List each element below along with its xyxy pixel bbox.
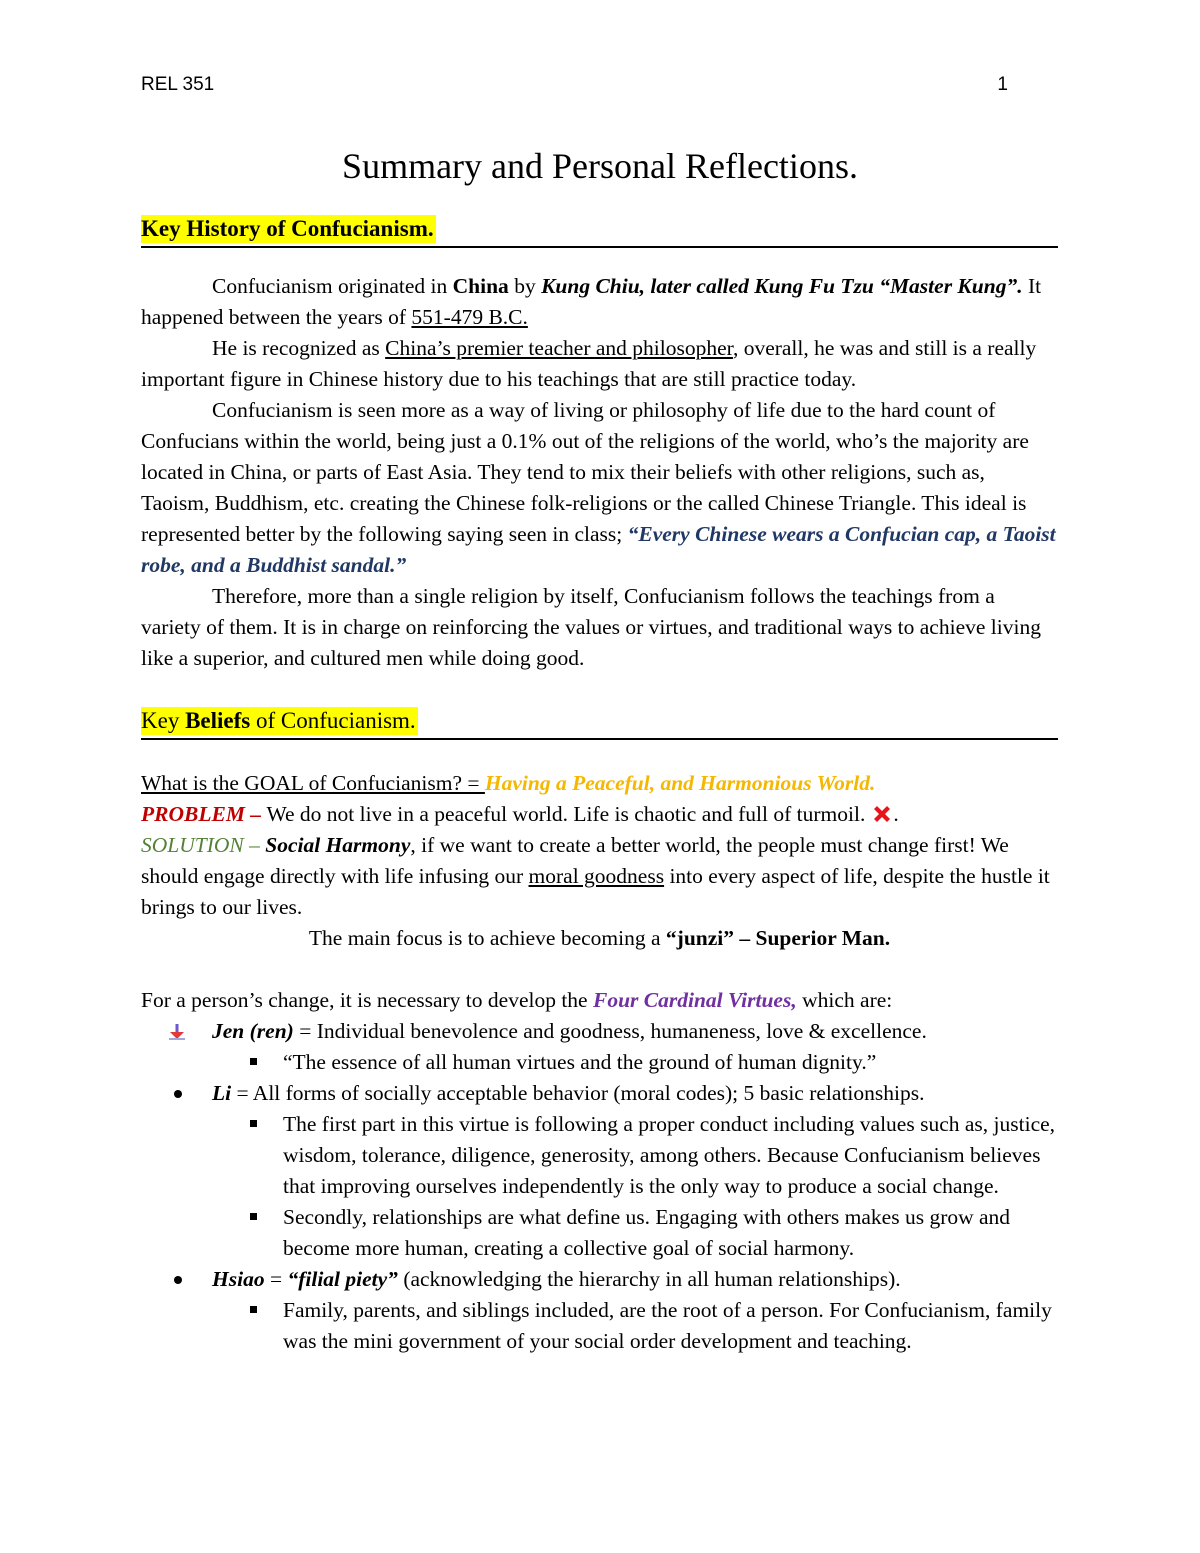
history-paragraph-4: Therefore, more than a single religion by itself, Confucianism follows the teachings from a variety of them. It is in charge on reinforcing the values or virtues, and traditional ways to achieve living like a superior, and cultured men while doing good. bbox=[141, 584, 1041, 670]
virtue-hsiao-subs bbox=[212, 1295, 1058, 1357]
virtue-li-name: Li bbox=[212, 1081, 232, 1105]
problem-line bbox=[141, 799, 1058, 830]
filial-piety: “filial piety” bbox=[287, 1267, 398, 1291]
virtue-jen bbox=[141, 1016, 1058, 1078]
goal-line bbox=[141, 768, 1058, 799]
history-paragraph-2 bbox=[141, 333, 1058, 395]
beliefs-heading-a: Key bbox=[141, 708, 186, 733]
page-header bbox=[141, 74, 1008, 96]
p2-premier-teacher: China’s premier teacher and philosopher bbox=[385, 336, 733, 360]
arrow-bullet-icon bbox=[167, 1022, 187, 1042]
virtues-list bbox=[141, 1016, 1058, 1357]
junzi: “junzi” – Superior Man. bbox=[665, 926, 891, 950]
square-bullet-icon bbox=[250, 1058, 257, 1065]
focus-line bbox=[141, 923, 1058, 954]
p3-quote: “Every Chinese wears a Confucian cap, a Taoist robe, and a Buddhist sandal.” bbox=[141, 522, 1056, 577]
p1-text-e: It happened between the years of bbox=[141, 274, 1042, 329]
virtue-jen-sub-1 bbox=[212, 1047, 1058, 1078]
intro-text-c: which are: bbox=[796, 988, 893, 1012]
history-heading-text: Key History of Confucianism. bbox=[141, 216, 434, 241]
p1-text-a: Confucianism originated in bbox=[212, 274, 453, 298]
p1-china: China bbox=[452, 274, 509, 298]
beliefs-heading-c: of Confucianism. bbox=[250, 708, 416, 733]
history-paragraph-1 bbox=[141, 271, 1058, 333]
p1-years: 551-479 B.C. bbox=[411, 305, 528, 329]
virtue-hsiao-desc-a: = bbox=[264, 1267, 288, 1291]
virtue-li-sub-1 bbox=[212, 1109, 1058, 1202]
problem-period: . bbox=[893, 802, 899, 826]
history-paragraph-3 bbox=[141, 395, 1058, 581]
social-harmony: Social Harmony bbox=[265, 833, 411, 857]
section-heading-beliefs bbox=[141, 708, 1058, 740]
virtue-hsiao-sub-1-text: Family, parents, and siblings included, are the root of a person. For Confucianism, family was the mini government of your social order development and teaching. bbox=[283, 1298, 1052, 1353]
square-bullet-icon bbox=[250, 1120, 257, 1127]
virtue-jen-subs bbox=[212, 1047, 1058, 1078]
solution-label: SOLUTION – bbox=[141, 833, 266, 857]
virtue-li-sub-2-text: Secondly, relationships are what define us. Engaging with others makes us grow and become more human, creating a collective goal of social harmony. bbox=[283, 1205, 1011, 1260]
virtue-hsiao-name: Hsiao bbox=[212, 1267, 265, 1291]
p2-text-a: He is recognized as bbox=[212, 336, 386, 360]
virtue-li-subs bbox=[212, 1109, 1058, 1264]
problem-label: PROBLEM – bbox=[141, 802, 267, 826]
history-body bbox=[141, 271, 1058, 674]
four-cardinal-virtues: Four Cardinal Virtues, bbox=[592, 988, 797, 1012]
page-number: 1 bbox=[997, 74, 1008, 95]
virtue-jen-name: Jen (ren) bbox=[212, 1019, 294, 1043]
document-title: Summary and Personal Reflections. bbox=[342, 146, 858, 186]
solution-line bbox=[141, 830, 1058, 923]
beliefs-heading-text bbox=[141, 707, 418, 735]
p1-kung-chiu: Kung Chiu, later called Kung Fu Tzu “Master Kung”. bbox=[541, 274, 1023, 298]
solution-text-e: into every aspect of life, despite the hustle it brings to our lives. bbox=[141, 864, 1050, 919]
virtue-hsiao bbox=[141, 1264, 1058, 1357]
virtues-intro bbox=[141, 985, 1058, 1016]
square-bullet-icon bbox=[250, 1213, 257, 1220]
beliefs-body bbox=[141, 768, 1058, 1357]
p1-text-c: by bbox=[508, 274, 542, 298]
virtue-jen-sub-1-text: “The essence of all human virtues and the ground of human dignity.” bbox=[283, 1050, 877, 1074]
virtue-li-sub-1-text: The first part in this virtue is following a proper conduct including values such as, justice, wisdom, tolerance, diligence, generosity, among others. Because Confucianism believes that improving ourselves independently is the only way to produce a social change. bbox=[283, 1112, 1056, 1198]
moral-goodness: moral goodness bbox=[528, 864, 665, 888]
course-code: REL 351 bbox=[141, 74, 215, 95]
virtue-hsiao-desc-c: (acknowledging the hierarchy in all human relationships). bbox=[397, 1267, 901, 1291]
problem-text: We do not live in a peaceful world. Life is chaotic and full of turmoil. bbox=[266, 802, 866, 826]
beliefs-heading-b: Beliefs bbox=[185, 708, 251, 733]
section-heading-history bbox=[141, 216, 1058, 248]
virtue-li bbox=[141, 1078, 1058, 1264]
focus-text: The main focus is to achieve becoming a bbox=[308, 926, 666, 950]
goal-answer: Having a Peaceful, and Harmonious World. bbox=[484, 771, 876, 795]
square-bullet-icon bbox=[250, 1306, 257, 1313]
virtue-hsiao-sub-1 bbox=[212, 1295, 1058, 1357]
solution-text-c: , if we want to create a better world, the people must change first! We should engage directly with life infusing our bbox=[141, 833, 1009, 888]
round-bullet-icon bbox=[174, 1090, 182, 1098]
virtue-li-desc: = All forms of socially acceptable behavior (moral codes); 5 basic relationships. bbox=[231, 1081, 925, 1105]
p2-text-c: , overall, he was and still is a really important figure in Chinese history due to his teachings that are still practice today. bbox=[141, 336, 1037, 391]
round-bullet-icon bbox=[174, 1276, 182, 1284]
intro-text-a: For a person’s change, it is necessary to develop the bbox=[141, 988, 593, 1012]
goal-question: What is the GOAL of Confucianism? = bbox=[141, 771, 485, 795]
blank-line bbox=[141, 954, 1058, 985]
p3-text-a: Confucianism is seen more as a way of living or philosophy of life due to the hard count of Confucians within the world, being just a 0.1% out of the religions of the world, who’s the majority are located in China, or parts of East Asia. They tend to mix their beliefs with other religions, such as, Taoism, Buddhism, etc. creating the Chinese folk-religions or the called Chinese Triangle. This ideal is represented better by the following saying seen in class; bbox=[141, 398, 1029, 546]
virtue-li-sub-2 bbox=[212, 1202, 1058, 1264]
virtue-jen-desc: = Individual benevolence and goodness, humaneness, love & excellence. bbox=[293, 1019, 927, 1043]
red-x-icon bbox=[871, 803, 893, 825]
